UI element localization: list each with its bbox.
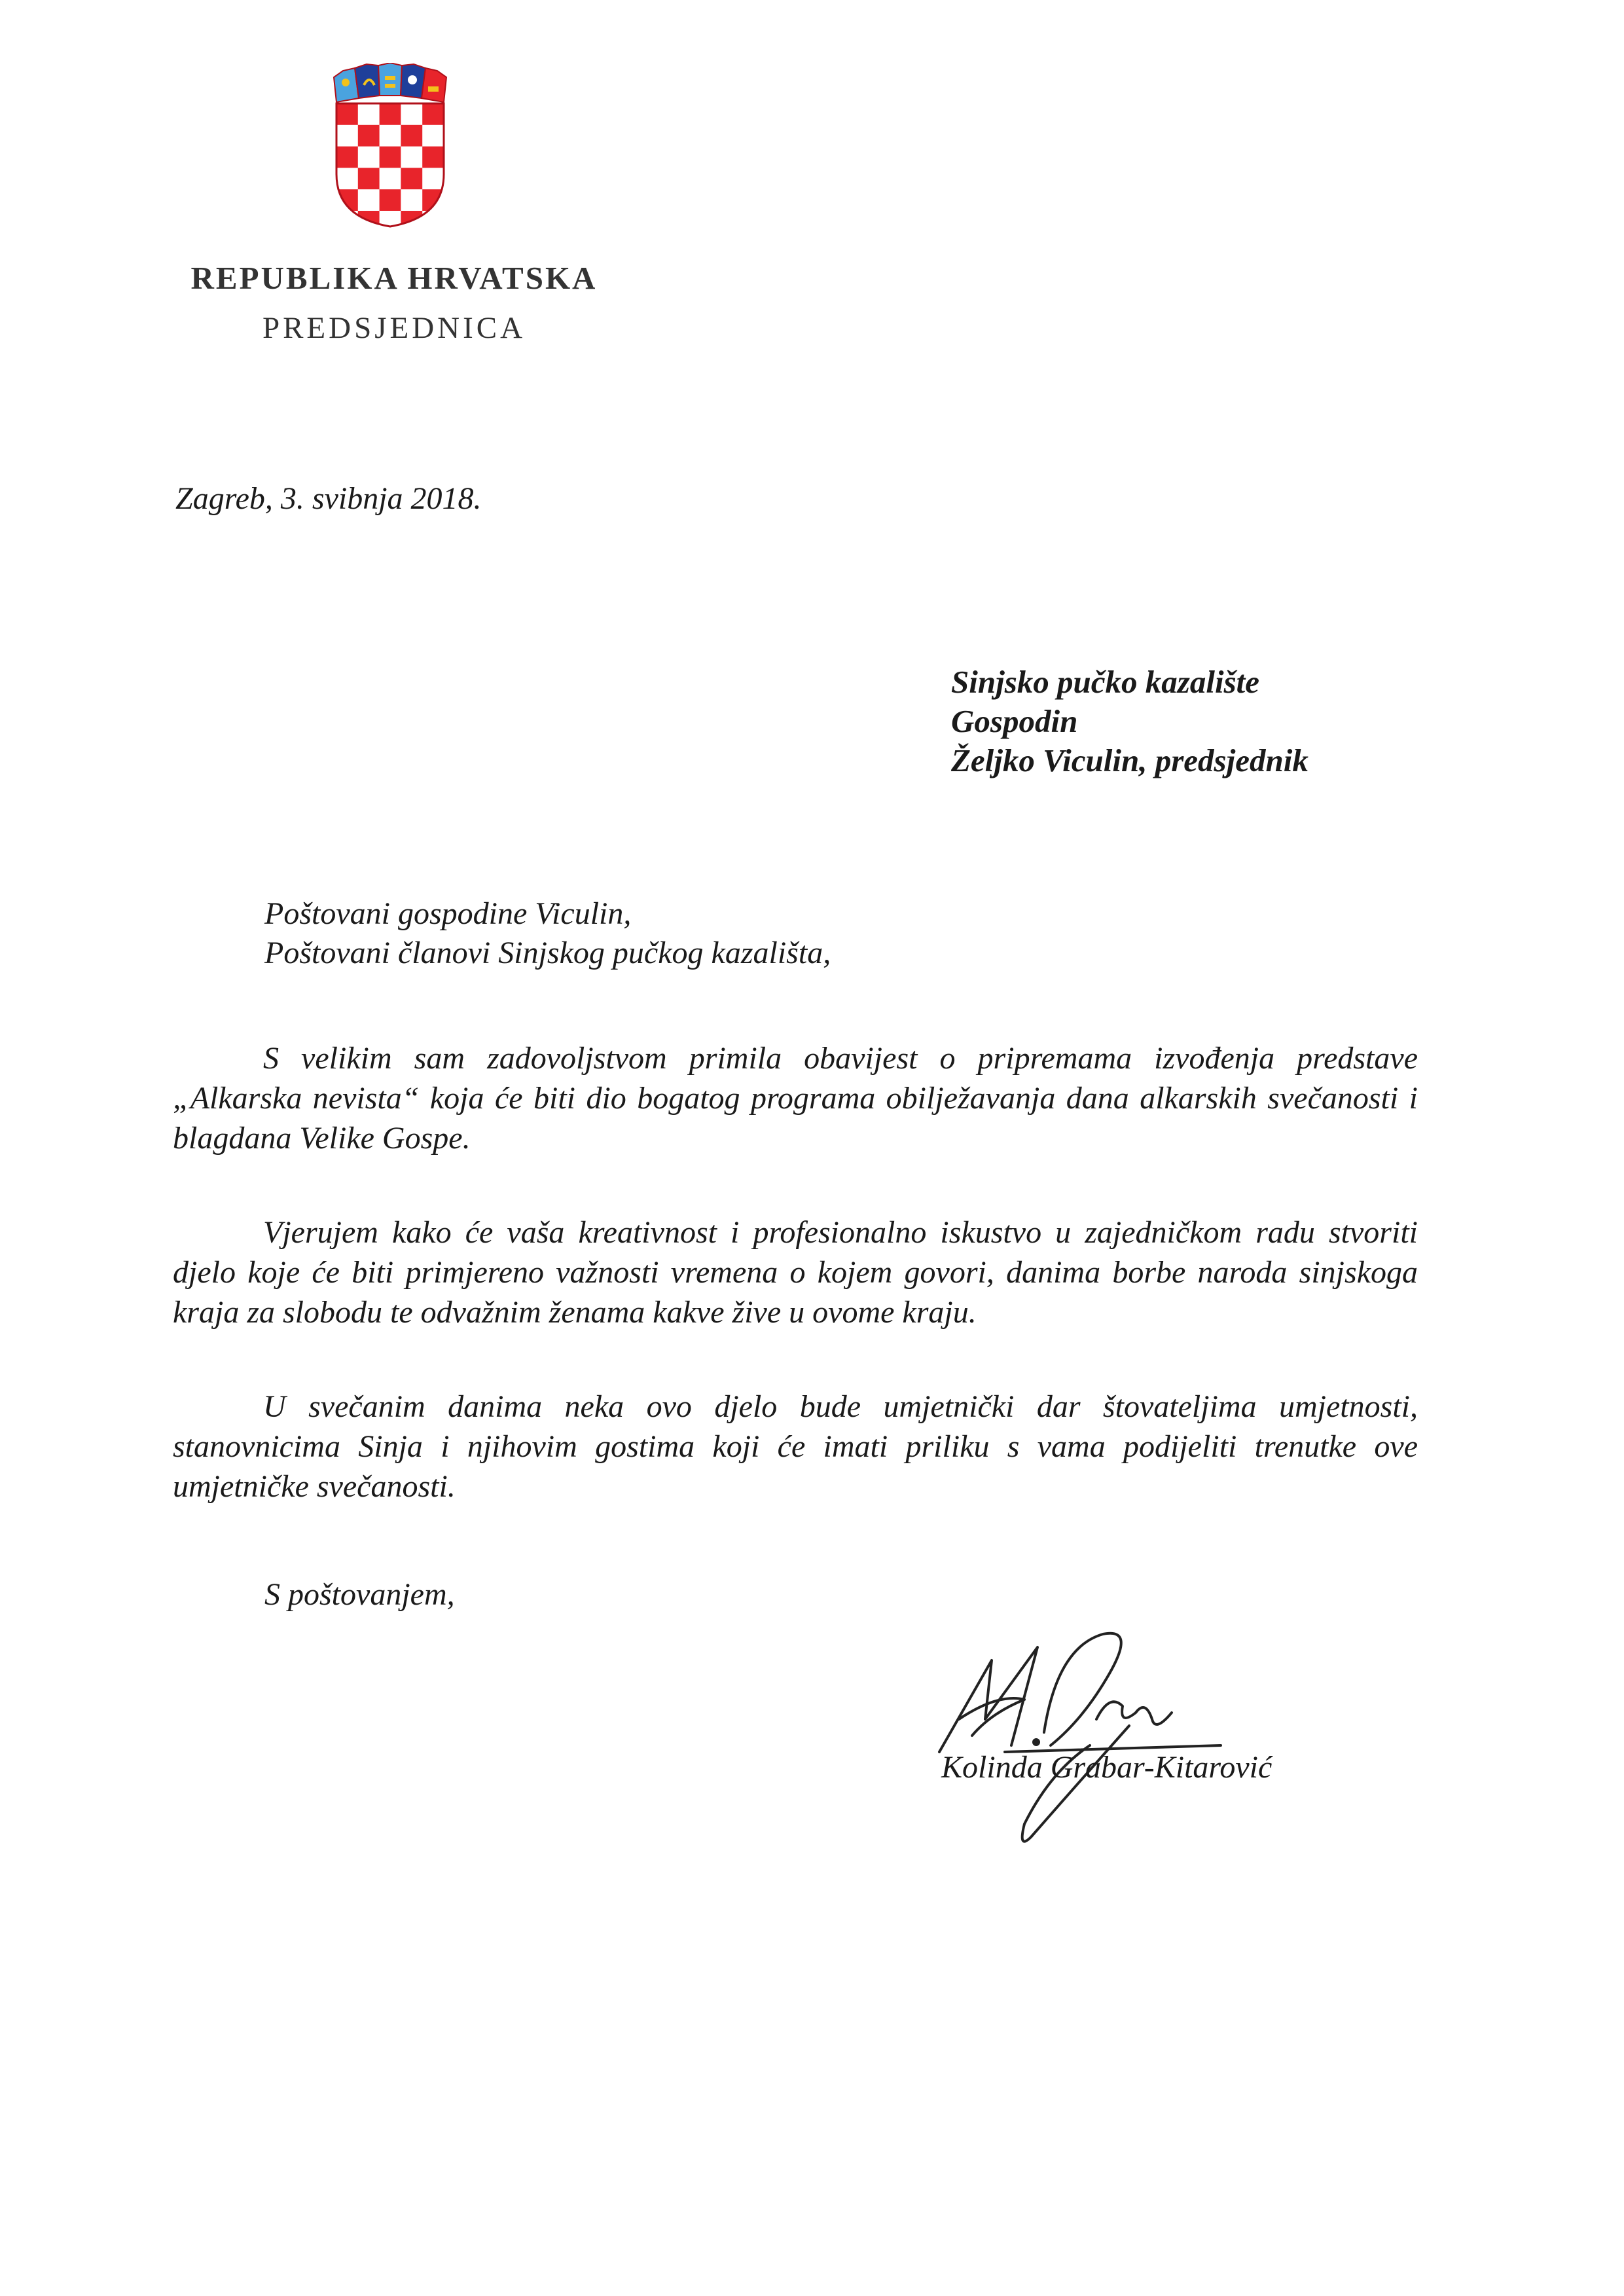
handwritten-signature bbox=[913, 1621, 1280, 1857]
signer-name: Kolinda Grabar-Kitarović bbox=[941, 1750, 1272, 1785]
letter-date: Zagreb, 3. svibnja 2018. bbox=[175, 481, 482, 516]
recipient-name: Željko Viculin, predsjednik bbox=[951, 742, 1308, 778]
letter-body bbox=[173, 1038, 1418, 1561]
coat-of-arms-icon bbox=[333, 63, 448, 228]
body-paragraph: Vjerujem kako će vaša kreativnost i profesionalno iskustvo u zajedničkom radu stvoriti djelo koje će biti primjereno važnosti vremena o kojem govori, danima borbe naroda sinjskoga kraja za slobodu te odvažnim ženama kakve žive u ovome kraju. bbox=[173, 1215, 1418, 1330]
recipient-title: Gospodin bbox=[951, 703, 1078, 739]
office-heading: PREDSJEDNICA bbox=[262, 311, 526, 345]
recipient-organization: Sinjsko pučko kazalište bbox=[951, 664, 1260, 700]
salutation-line: Poštovani članovi Sinjskog pučkog kazališta, bbox=[264, 936, 831, 970]
recipient-block bbox=[951, 663, 1308, 780]
salutation-line: Poštovani gospodine Viculin, bbox=[264, 896, 632, 931]
closing-phrase: S poštovanjem, bbox=[264, 1577, 455, 1612]
salutation-block bbox=[264, 894, 831, 973]
body-paragraph: U svečanim danima neka ovo djelo bude umjetnički dar štovateljima umjetnosti, stanovnicima Sinja i njihovim gostima koji će imati priliku s vama podijeliti trenutke ove umjetničke svečanosti. bbox=[173, 1389, 1418, 1504]
country-heading: REPUBLIKA HRVATSKA bbox=[190, 260, 598, 296]
body-paragraph: S velikim sam zadovoljstvom primila obavijest o pripremama izvođenja predstave „Alkarska nevista“ koja će biti dio bogatog programa obilježavanja dana alkarskih svečanosti i blagdana Velike Gospe. bbox=[173, 1041, 1418, 1156]
